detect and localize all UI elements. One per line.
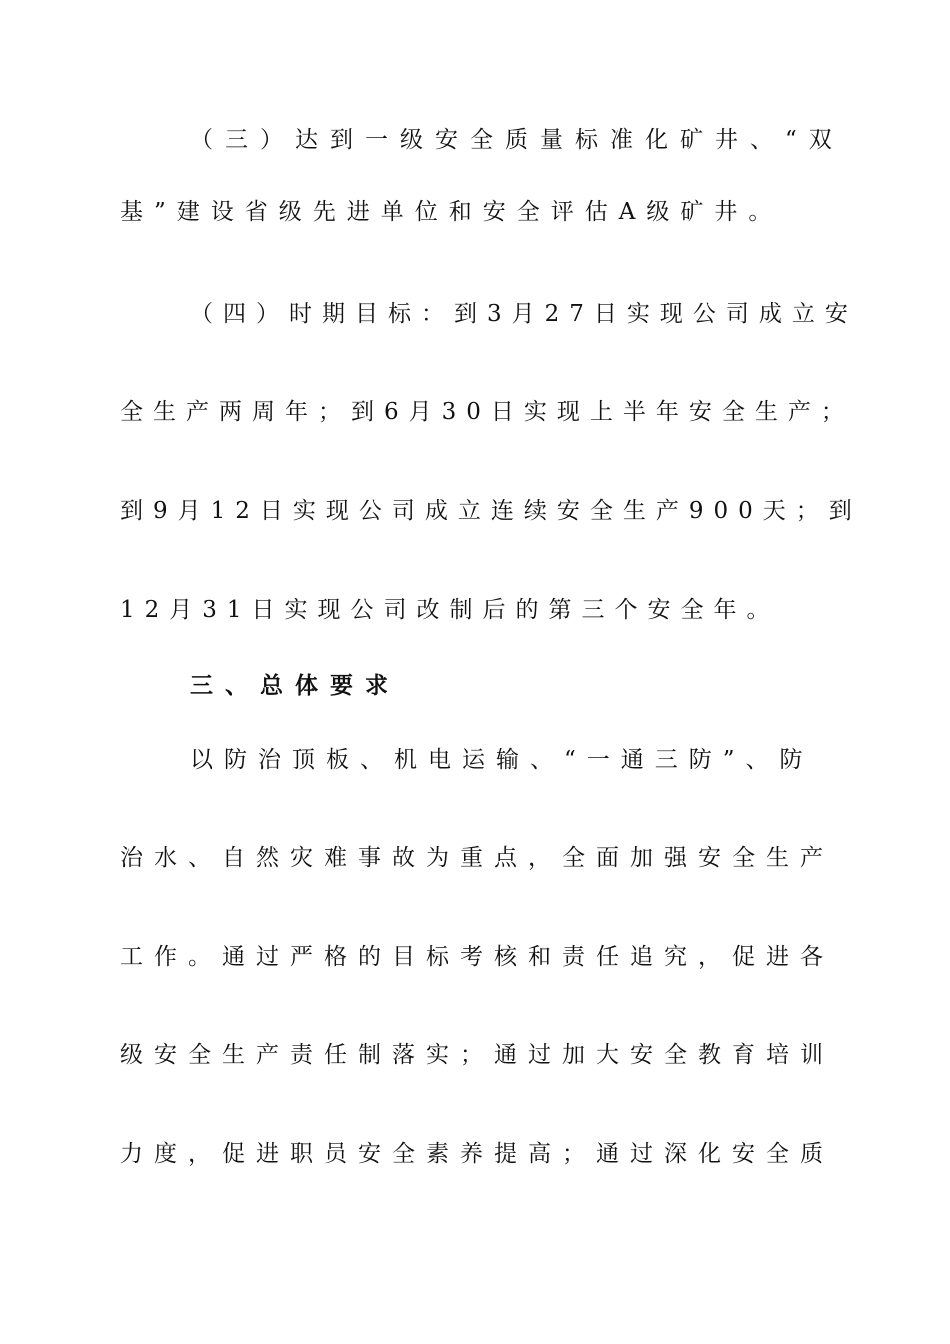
paragraph-line: 到9月12日实现公司成立连续安全生产900天；到 [120, 498, 862, 524]
paragraph-line: （三）达到一级安全质量标准化矿井、“双 [190, 127, 844, 153]
paragraph-line: （四）时期目标：到3月27日实现公司成立安 [190, 301, 858, 327]
paragraph-line: 12月31日实现公司改制后的第三个安全年。 [120, 597, 780, 623]
paragraph-line: 以防治顶板、机电运输、“一通三防”、防 [190, 747, 814, 773]
paragraph-line: 力度，促进职员安全素养提高；通过深化安全质 [120, 1141, 834, 1167]
paragraph-line: 级安全生产责任制落实；通过加大安全教育培训 [120, 1042, 834, 1068]
paragraph-line: 工作。通过严格的目标考核和责任追究，促进各 [120, 944, 834, 970]
paragraph-line: 治水、自然灾难事故为重点，全面加强安全生产 [120, 845, 834, 871]
section-heading: 三、总体要求 [190, 673, 400, 699]
paragraph-line: 全生产两周年；到6月30日实现上半年安全生产； [120, 399, 854, 425]
paragraph-line: 基”建设省级先进单位和安全评估A级矿井。 [120, 199, 783, 225]
